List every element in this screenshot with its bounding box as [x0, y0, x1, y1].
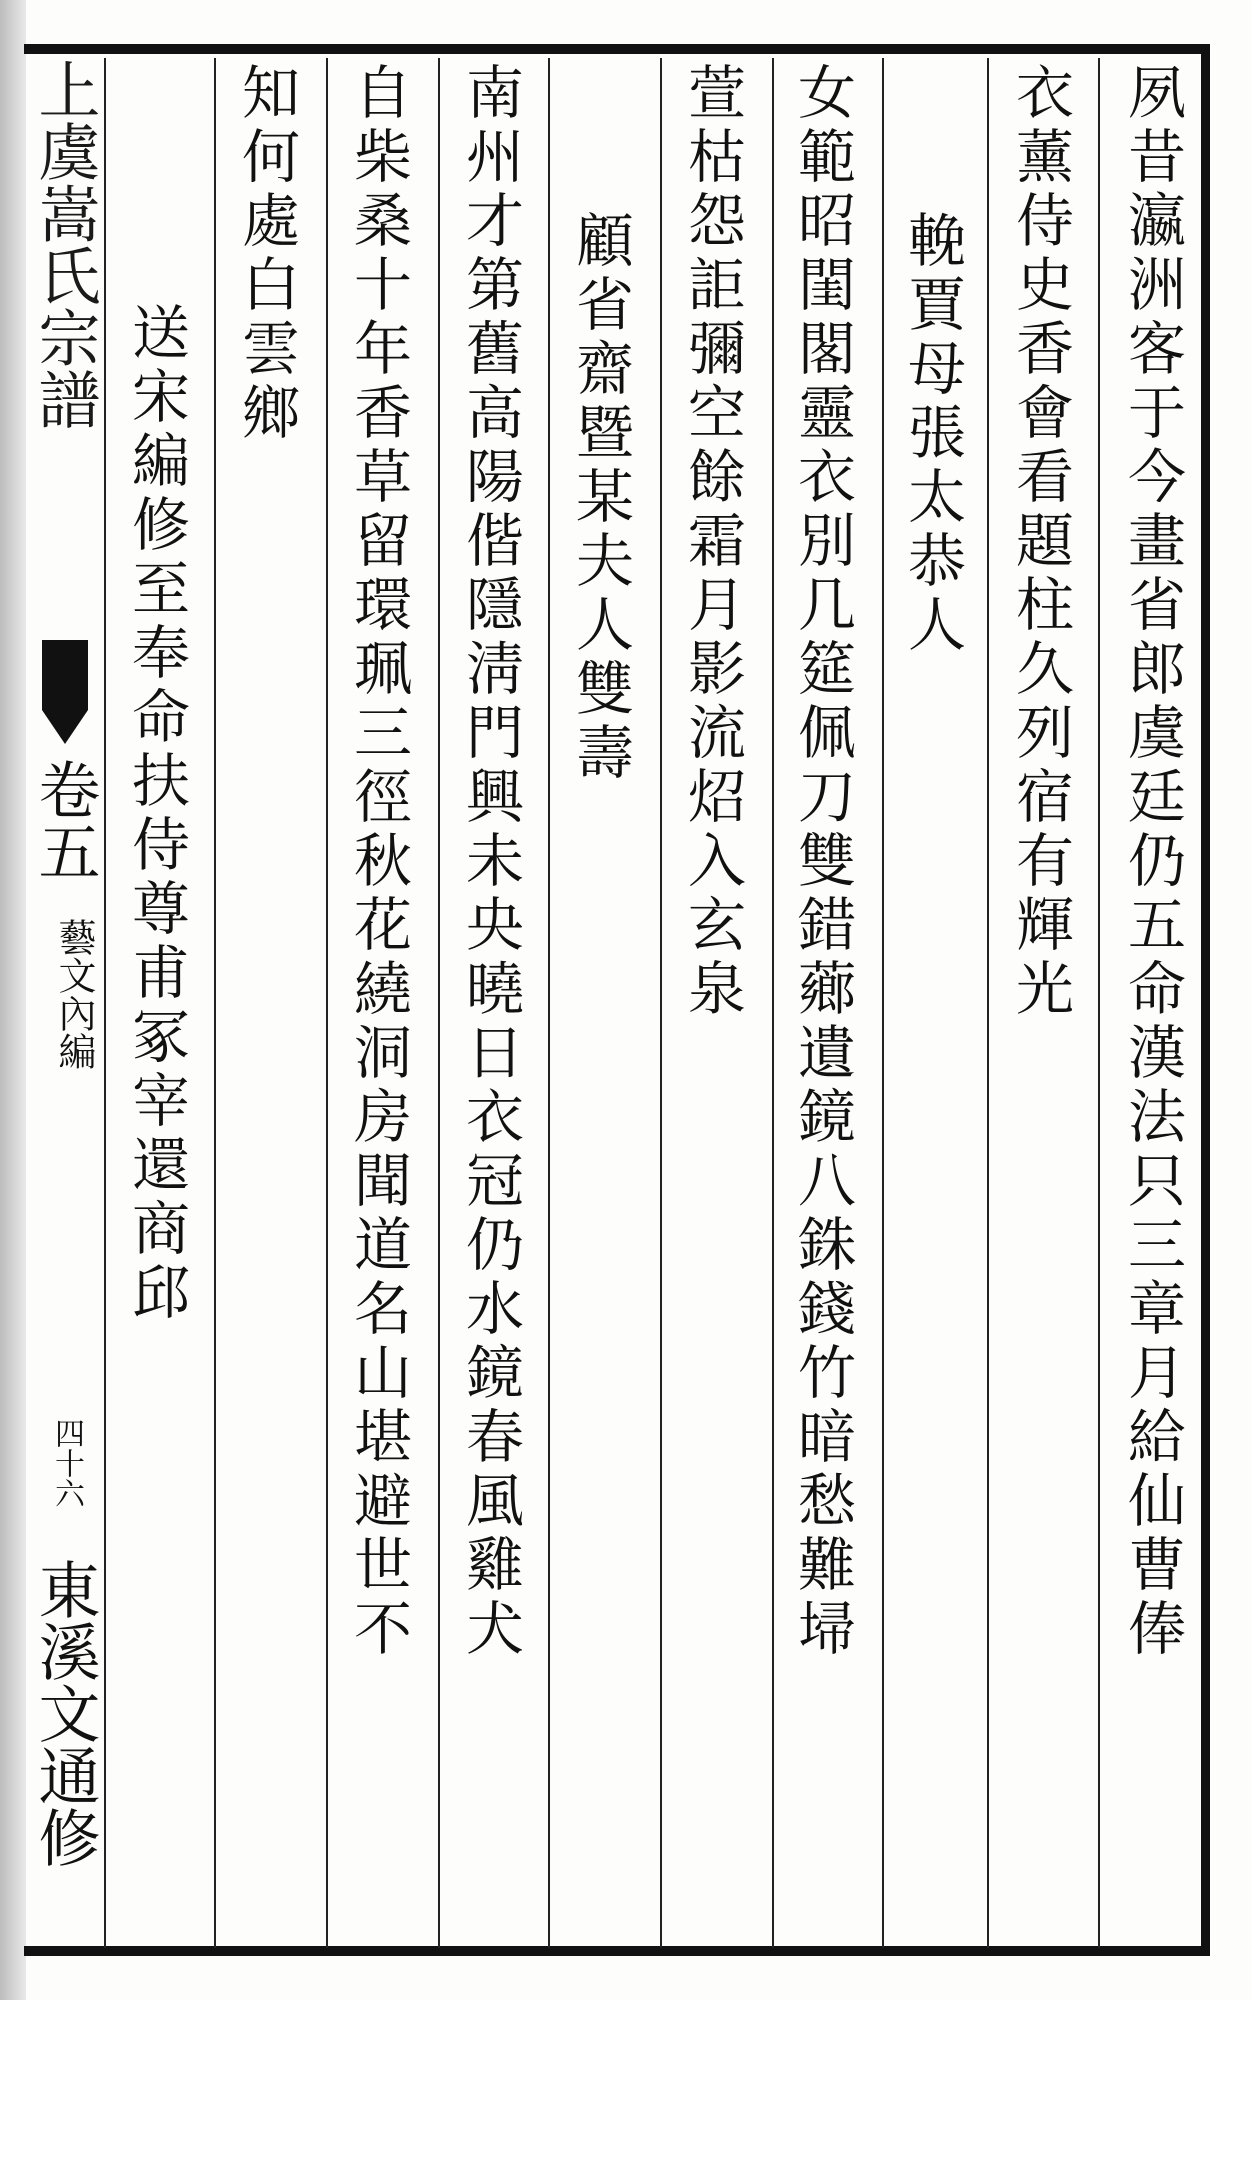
volume-label: 卷五 [28, 758, 101, 882]
poem-title-birthday: 顧省齋暨某夫人雙壽 [566, 210, 634, 786]
hall-name: 東溪文通修 [28, 1558, 101, 1868]
text-column-1: 夙昔瀛洲客于今畫省郎虞廷仍五命漢法只三章月給仙曹俸 [1118, 62, 1186, 1662]
fish-tail-mark-icon [38, 640, 92, 744]
column-rule [882, 58, 884, 1948]
column-rule [987, 58, 989, 1948]
column-rule [214, 58, 216, 1948]
column-rule [548, 58, 550, 1948]
book-title: 上虞嵩氏宗譜 [28, 58, 101, 430]
text-column-8: 自柴桑十年香草留環珮三徑秋花繞洞房聞道名山堪避世不 [344, 62, 412, 1662]
text-column-5: 萱枯怨詎彌空餘霜月影流炤入玄泉 [678, 62, 746, 1022]
column-rule [772, 58, 774, 1948]
page-number: 四十六 [49, 1418, 84, 1508]
poem-title-elegy: 輓賈母張太恭人 [898, 210, 966, 658]
column-rule [438, 58, 440, 1948]
text-column-7: 南州才第舊高陽偕隱淸門興未央曉日衣冠仍水鏡春風雞犬 [456, 62, 524, 1662]
column-rule [660, 58, 662, 1948]
text-column-2: 衣薰侍史香會看題柱久列宿有輝光 [1006, 62, 1074, 1022]
column-rule [104, 58, 106, 1948]
poem-title-farewell: 送宋編修至奉命扶侍尊甫冢宰還商邱 [122, 302, 190, 1326]
text-column-4: 女範昭閨閣靈衣別几筵佩刀雙錯薌遺鏡八銖錢竹暗愁難埽 [788, 62, 856, 1662]
spine-margin [28, 58, 100, 1948]
binding-edge [0, 0, 26, 2000]
column-rule [326, 58, 328, 1948]
section-label: 藝文內編 [52, 918, 96, 1070]
text-column-9: 知何處白雲鄉 [232, 62, 300, 446]
column-rule [1098, 58, 1100, 1948]
